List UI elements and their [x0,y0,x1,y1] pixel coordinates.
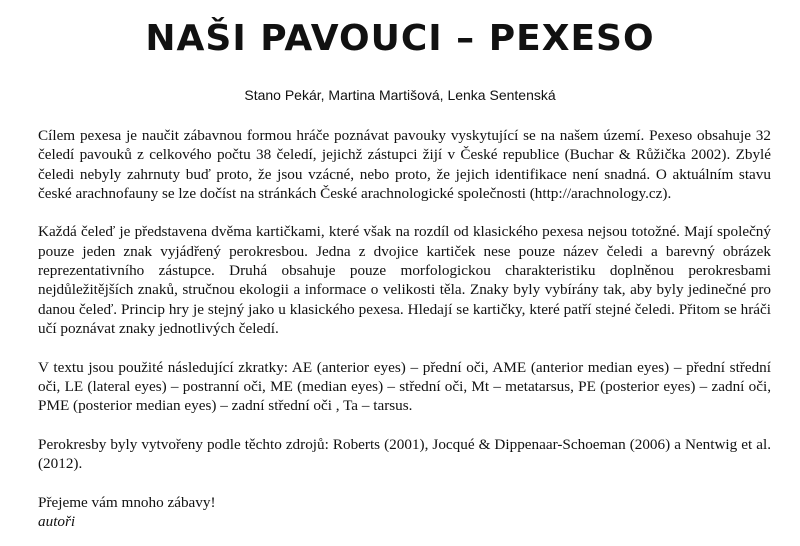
paragraph-abbreviations: V textu jsou použité následující zkratky: AE (anterior eyes) – přední oči, AME (anterior median eyes) – přední střední oči, LE (lateral eyes) – postranní oči, ME (median eyes) – střední oči, Mt – metatarsus, PE (posterior eyes) – zadní oči, PME (posterior median eyes) – zadní střední oči , Ta – tarsus. [38,358,771,415]
closing-wish: Přejeme vám mnoho zábavy! [38,493,216,511]
page-title: NAŠI PAVOUCI – PEXESO [145,18,655,59]
paragraph-intro: Cílem pexesa je naučit zábavnou formou hráče poznávat pavouky vyskytující se na našem území. Pexeso obsahuje 32 čeledí pavouků z celkového počtu 38 čeledí, jejichž zástupci žijí v České republice (Buchar & Růžička 2002). Zbylé čeledi nebyly zahrnuty buď proto, že jsou vzácné, nebo proto, že jejich identifikace není snadná. O aktuálním stavu české arachnofauny se lze dočíst na stránkách České arachnologické společnosti (http://arachnology.cz). [38,127,771,202]
closing-block [38,493,771,532]
signature: autoři [38,512,76,530]
body-text [38,126,771,531]
paragraph-sources: Perokresby byly vytvořeny podle těchto zdrojů: Roberts (2001), Jocqué & Dippenaar-Schoeman (2006) a Nentwig et al. (2012). [38,435,771,473]
paragraph-cards: Každá čeleď je představena dvěma kartičkami, které však na rozdíl od klasického pexesa nejsou totožné. Mají společný pouze jeden znak vyjádřený perokresbou. Jedna z dvojice kartiček nese pouze název čeledi a barevný obrázek reprezentativního zástupce. Druhá obsahuje pouze morfologickou charakteristiku doplněnou perokresbami nejdůležitějších znaků, stručnou ekologii a informace o velikosti těla. Znaky byly vybírány tak, aby byly jedinečné pro danou čeleď. Princip hry je stejný jako u klasického pexesa. Hledají se kartičky, které patří stejné čeledi. Přitom se hráči učí poznávat znaky jednotlivých čeledí. [38,223,771,337]
authors-line: Stano Pekár, Martina Martišová, Lenka Sentenská [244,87,556,103]
